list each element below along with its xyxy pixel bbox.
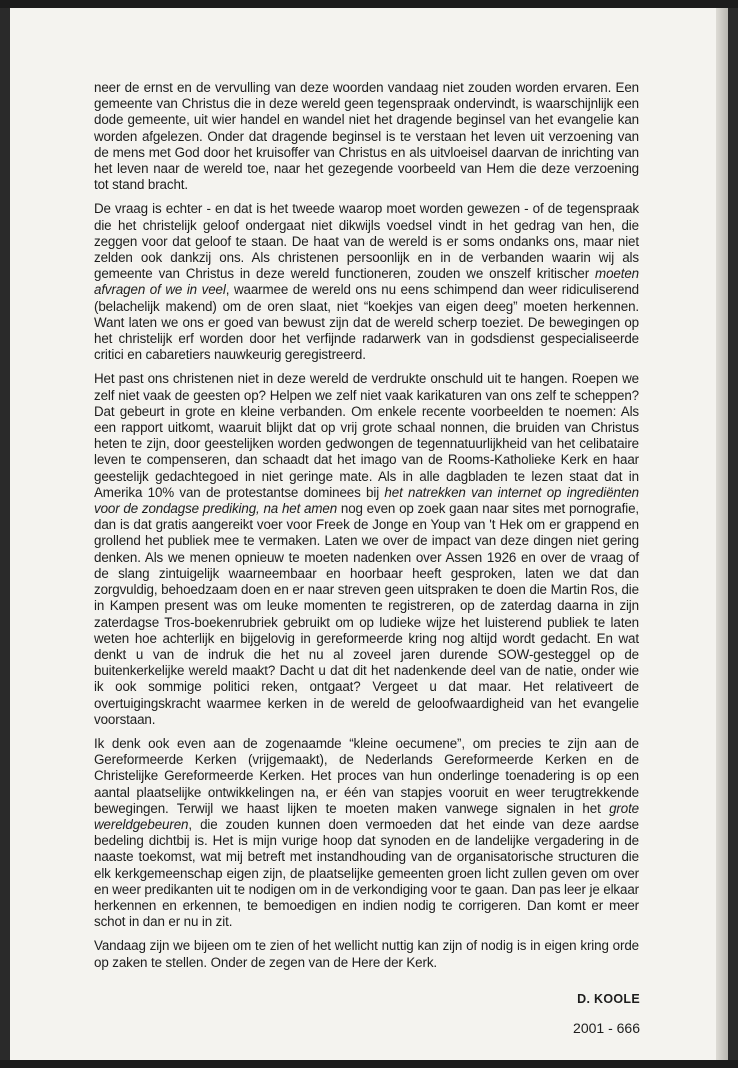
paragraph-2 [94, 201, 639, 363]
page-spine-shadow [716, 8, 728, 1060]
paragraph-5-text: Vandaag zijn we bijeen om te zien of het wellicht nuttig kan zijn of nodig is in eigen kring orde op zaken te stellen. Onder de zegen van de Here der Kerk. [94, 938, 639, 970]
scan-border-top [0, 0, 738, 8]
paragraph-1 [94, 80, 639, 193]
page-number: 2001 - 666 [573, 1020, 640, 1036]
paragraph-5 [94, 938, 639, 970]
paragraph-3-text-b: nog even op zoek gaan naar sites met pornografie, dan is dat gratis aangereikt voer voor Freek de Jonge en Youp van 't Hek om er grappend en grollend het publiek mee te vermaken. Laten we over de impact van deze dingen niet gering denken. Als we menen opnieuw te moeten nadenken over Assen 1926 en over de vraag of de slang zintuigelijk waarneembaar en hoorbaar heeft gesproken, laten we dat dan zorgvuldig, behoedzaam doen en er naar streven geen uitspraken te doen die Martin Ros, die in Kampen present was om leuke momenten te registreren, op de zaterdag daarna in zijn zaterdagse Tros-boekenrubriek gebruikt om op ludieke wijze het luisterend publiek te laten weten hoe achterlijk en bijgelovig in gereformeerde kring nog altijd wordt gedacht. En wat denkt u van de indruk die het nu al zoveel jaren durende SOW-gesteggel op de buitenkerkelijke wereld maakt? Dacht u dat dit het nadenkende deel van de natie, onder wie ik ook sommige politici reken, ontgaat? Vergeet u dat maar. Het relativeert de overtuigingskracht waarmee kerken in de wereld de geloofwaardigheid van het evangelie voorstaan. [94, 501, 640, 727]
author-signature: D. KOOLE [577, 992, 640, 1006]
paragraph-4 [94, 736, 639, 930]
paragraph-4-text-a: Ik denk ook even aan de zogenaamde “kleine oecumene”, om precies te zijn aan de Gereformeerde Kerken (vrijgemaakt), de Nederlands Gereformeerde Kerken en de Christelijke Gereformeerde Kerken. Het proces van hun onderlinge toenadering is op een aantal plaatselijke ontwikkelingen na, er één van stapjes vooruit en weer terugtrekkende bewegingen. Terwijl we haast lijken te moeten maken vanwege signalen in het [94, 735, 639, 816]
paragraph-2-text-b: , waarmee de wereld ons nu eens schimpend dan weer ridiculiserend (belachelijk makend) om de oren slaat, niet “koekjes van eigen deeg” moeten herkennen. Want laten we ons er goed van bewust zijn dat de wereld scherp toeziet. De bewegingen op het christelijk erf worden door het verfijnde radarwerk van in godsdienst gespecialiseerde critici en cabaretiers nauwkeurig geregistreerd. [94, 282, 640, 363]
paragraph-3-text-a: Het past ons christenen niet in deze wereld de verdrukte onschuld uit te hangen. Roepen we zelf niet vaak de geesten op? Helpen we zelf niet vaak karikaturen van ons zelf te scheppen? Dat gebeurt in grote en kleine verbanden. Om enkele recente voorbeelden te noemen: Als een rapport uitkomt, waaruit blijkt dat op vrij grote schaal nonnen, die bruiden van Christus heten te zijn, door geestelijken worden gedwongen de tegennatuurlijkheid van het celibataire leven te compenseren, dan schaadt dat het imago van de Rooms-Katholieke Kerk en haar geestelijk gedachtegoed in niet geringe mate. Als in alle dagbladen te lezen staat dat in Amerika 10% van de protestantse dominees bij [94, 371, 639, 500]
article-body [94, 80, 639, 979]
scan-border-bottom [0, 1060, 738, 1068]
paragraph-4-text-b: , die zouden kunnen doen vermoeden dat het einde van deze aardse bedeling dichtbij is. Het is mijn vurige hoop dat synoden en de landelijke vergadering in de naaste toekomst, wat mij betreft met instandhouding van de organisatorische structuren die elk kerkgemeenschap eigen zijn, de plaatselijke gemeenten groen licht zullen geven om over en weer predikanten uit te nodigen om in de verkondiging voor te gaan. Dan pas leer je elkaar herkennen en erkennen, te bemoedigen en indien nodig te corrigeren. Dan komt er meer schot in dan er nu in zit. [94, 816, 639, 930]
paragraph-3-emphasis: het natrekken van internet op ingrediënten voor de zondagse prediking, na het amen [94, 484, 639, 517]
paragraph-3 [94, 371, 639, 727]
paragraph-2-text-a: De vraag is echter - en dat is het tweede waarop moet worden gewezen - of de tegenspraak die het christelijk geloof ondergaat niet dikwijls voedsel vindt in het gedrag van hen, die zeggen voor dat geloof te staan. De haat van de wereld is er soms ondanks ons, maar niet zelden ook dankzij ons. Als christenen persoonlijk en in de verbanden waarin wij als gemeente van Christus in deze wereld functioneren, zouden we onszelf kritischer [94, 201, 639, 282]
paragraph-2-emphasis: moeten afvragen of we in veel [94, 266, 639, 298]
paragraph-1-text: neer de ernst en de vervulling van deze woorden vandaag niet zouden worden ervaren. Een gemeente van Christus die in deze wereld geen tegenspraak ondervindt, is waarschijnlijk een dode gemeente, uit wier handel en wandel niet het dragende beginsel van het evangelie kan worden afgelezen. Onder dat dragende beginsel is te verstaan het leven uit verzoening van de mens met God door het kruisoffer van Christus en als uitvloeisel daarvan de inrichting van het leven naar de wereld toe, naar het gezegende voorbeeld van Hem die deze verzoening tot stand bracht. [94, 80, 639, 193]
paragraph-4-emphasis: grote wereldgebeuren [94, 800, 639, 832]
